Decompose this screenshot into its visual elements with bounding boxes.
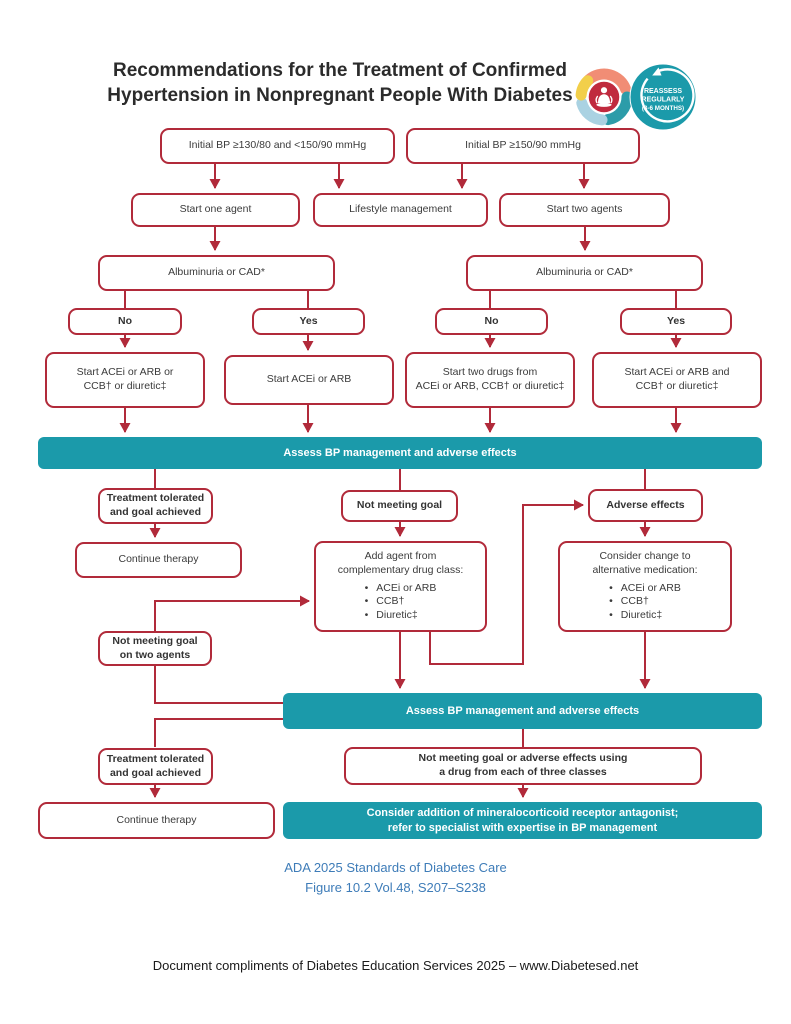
box-adverse-effects-label: Adverse effects bbox=[606, 498, 685, 511]
box-add-agent bbox=[314, 541, 487, 632]
box-not-meeting-goal-label: Not meeting goal bbox=[356, 499, 443, 512]
box-start-two-agents-label: Start two agents bbox=[546, 203, 623, 216]
box-not-meeting-three-line1: Not meeting goal or adverse effects using bbox=[418, 752, 628, 765]
box-rx-no-right-line1: Start two drugs from bbox=[442, 366, 538, 379]
citation bbox=[0, 858, 791, 898]
bullet-item: • CCB† bbox=[609, 595, 681, 609]
box-yes-left-label: Yes bbox=[299, 314, 318, 327]
banner-mra bbox=[283, 802, 762, 839]
page-title bbox=[40, 58, 640, 108]
box-add-agent-heading1: Add agent from bbox=[364, 550, 437, 563]
banner-assess-2 bbox=[283, 693, 762, 729]
bullet-item: • Diuretic‡ bbox=[609, 609, 681, 623]
box-rx-yes-right-line1: Start ACEi or ARB and bbox=[624, 366, 730, 379]
box-no-right bbox=[435, 308, 548, 335]
banner-assess-1-label: Assess BP management and adverse effects bbox=[283, 446, 517, 459]
box-tolerated-1 bbox=[98, 488, 213, 524]
box-start-two-agents bbox=[499, 193, 670, 227]
box-start-one-agent bbox=[131, 193, 300, 227]
box-tolerated-2 bbox=[98, 748, 213, 785]
box-rx-no-right bbox=[405, 352, 575, 408]
box-continue-therapy-2 bbox=[38, 802, 275, 839]
box-rx-no-right-line2: ACEi or ARB, CCB† or diuretic‡ bbox=[415, 380, 565, 392]
add-agent-bullet-list bbox=[365, 582, 437, 623]
box-not-meeting-goal bbox=[341, 490, 458, 522]
box-not-meeting-two-line2: on two agents bbox=[119, 648, 191, 661]
box-lifestyle-management-label: Lifestyle management bbox=[349, 203, 452, 216]
box-initial-bp-high bbox=[406, 128, 640, 164]
box-tolerated-1-line1: Treatment tolerated bbox=[106, 492, 205, 505]
consider-change-bullet-list bbox=[609, 582, 681, 623]
reassess-badge bbox=[630, 64, 696, 130]
box-no-left bbox=[68, 308, 182, 335]
bullet-item: • Diuretic‡ bbox=[365, 609, 437, 623]
badge-text-line3: (3-6 MONTHS) bbox=[641, 105, 685, 112]
box-tolerated-1-line2: and goal achieved bbox=[109, 506, 201, 518]
box-rx-no-left-line1: Start ACEi or ARB or bbox=[76, 366, 174, 379]
box-no-right-label: No bbox=[484, 314, 499, 327]
box-albuminuria-right bbox=[466, 255, 703, 291]
bullet-item: • ACEi or ARB bbox=[365, 582, 437, 596]
box-add-agent-heading2: complementary drug class: bbox=[337, 564, 464, 577]
box-rx-yes-left bbox=[224, 355, 394, 405]
box-not-meeting-three-line2: a drug from each of three classes bbox=[439, 766, 607, 778]
page-title-line1: Recommendations for the Treatment of Confirmed bbox=[113, 60, 567, 81]
box-initial-bp-high-label: Initial BP ≥150/90 mmHg bbox=[465, 139, 581, 152]
box-not-meeting-three-classes bbox=[344, 747, 702, 785]
wellness-flower-icon bbox=[581, 74, 627, 120]
banner-mra-line2: refer to specialist with expertise in BP management bbox=[387, 821, 658, 834]
box-initial-bp-low-label: Initial BP ≥130/80 and <150/90 mmHg bbox=[188, 139, 367, 152]
box-yes-right bbox=[620, 308, 732, 335]
box-consider-change-heading1: Consider change to bbox=[599, 550, 691, 563]
banner-assess-1 bbox=[38, 437, 762, 469]
box-consider-change-heading2: alternative medication: bbox=[592, 564, 698, 577]
box-albuminuria-left bbox=[98, 255, 335, 291]
box-rx-no-left-line2: CCB† or diuretic‡ bbox=[83, 380, 167, 392]
footer-credit: Document compliments of Diabetes Education Services 2025 – www.Diabetesed.net bbox=[152, 958, 639, 973]
banner-assess-2-label: Assess BP management and adverse effects bbox=[405, 704, 640, 717]
box-lifestyle-management bbox=[313, 193, 488, 227]
box-tolerated-2-line1: Treatment tolerated bbox=[106, 752, 205, 765]
box-continue-therapy-1-label: Continue therapy bbox=[118, 553, 199, 566]
box-tolerated-2-line2: and goal achieved bbox=[109, 766, 201, 779]
box-no-left-label: No bbox=[118, 314, 132, 327]
bullet-item: • CCB† bbox=[365, 595, 437, 609]
box-continue-therapy-2-label: Continue therapy bbox=[116, 813, 197, 826]
box-not-meeting-two-line1: Not meeting goal bbox=[112, 634, 198, 647]
box-start-one-agent-label: Start one agent bbox=[179, 203, 252, 216]
box-not-meeting-two-agents bbox=[98, 631, 212, 666]
page-title-line2: Hypertension in Nonpregnant People With Diabetes bbox=[107, 85, 573, 106]
citation-line2: Figure 10.2 Vol.48, S207–S238 bbox=[305, 880, 486, 895]
box-continue-therapy-1 bbox=[75, 542, 242, 578]
box-yes-left bbox=[252, 308, 365, 335]
box-rx-yes-right bbox=[592, 352, 762, 408]
badge-text-line1: REASSESS bbox=[643, 88, 683, 95]
citation-line1: ADA 2025 Standards of Diabetes Care bbox=[284, 860, 507, 875]
badge-text-line2: REGULARLY bbox=[641, 96, 685, 104]
box-albuminuria-left-label: Albuminuria or CAD* bbox=[168, 266, 265, 279]
box-rx-yes-right-line2: CCB† or diuretic‡ bbox=[635, 380, 719, 392]
box-adverse-effects bbox=[588, 489, 703, 522]
bullet-item: • ACEi or ARB bbox=[609, 582, 681, 596]
box-rx-yes-left-label: Start ACEi or ARB bbox=[266, 373, 352, 386]
box-yes-right-label: Yes bbox=[666, 314, 686, 327]
box-initial-bp-low bbox=[160, 128, 395, 164]
box-albuminuria-right-label: Albuminuria or CAD* bbox=[536, 266, 633, 279]
box-consider-change bbox=[558, 541, 732, 632]
banner-mra-line1: Consider addition of mineralocorticoid receptor antagonist; bbox=[366, 806, 679, 819]
box-rx-no-left bbox=[45, 352, 205, 408]
